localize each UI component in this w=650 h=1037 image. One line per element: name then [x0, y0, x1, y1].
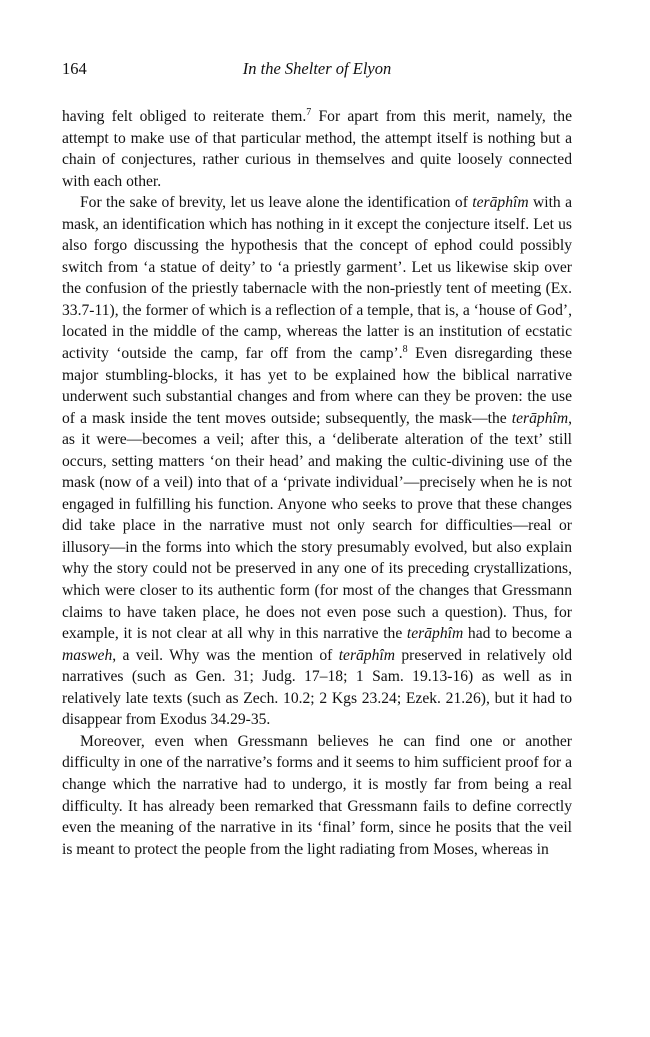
paragraph-1-text-b: For apart from this merit, namely, the attempt to make use of that particular method, the attempt itself is nothing but a chain of conjectures, rather curious in themselves and quite loosely connected with each other. [62, 108, 572, 190]
running-head [62, 58, 572, 80]
body-text [62, 106, 572, 860]
term-teraphim: terāphîm [511, 409, 569, 427]
term-teraphim: terāphîm [472, 194, 529, 212]
term-teraphim: terāphîm [338, 646, 395, 664]
running-title: In the Shelter of Elyon [242, 59, 392, 78]
term-masweh: masweh [62, 646, 113, 664]
paragraph-2-text-e: had to become a [463, 625, 572, 643]
footnote-ref-7: 7 [306, 106, 312, 118]
paragraph-1 [62, 106, 572, 192]
paragraph-2-text-c: Even disregarding these major stumbling-blocks, it has yet to be explained how the biblical narrative underwent such substantial changes and from where can they be proven: the use of a mask inside the tent moves outside; subsequently, the mask—the [62, 345, 572, 427]
paragraph-2-text-d: , as it were—becomes a veil; after this, a ‘deliberate alteration of the text’ still occurs, setting matters ‘on their head’ and making the cultic-divining use of the mask (now of a veil) into that of a ‘private individual’—precisely when he is not engaged in fulfilling his function. Anyone who seeks to prove that these changes did take place in the narrative must not only search for difficulties—real or illusory—in the forms into which the story presumably evolved, but also explain why the story could not be preserved in any one of its preceding crystallizations, which were closer to its authentic form (for most of the changes that Gressmann claims to have taken place, he does not even pose such a question). Thus, for example, it is not clear at all why in this narrative the [62, 409, 572, 643]
paragraph-3-text: Moreover, even when Gressmann believes he can find one or another difficulty in one of the narrative’s forms and it seems to him sufficient proof for a change which the narrative had to undergo, it is mostly far from being a real difficulty. It has already been remarked that Gressmann fails to define correctly even the meaning of the narrative in its ‘final’ form, since he posits that the veil is meant to protect the people from the light radiating from Moses, whereas in [62, 732, 572, 858]
page-number: 164 [62, 59, 87, 78]
term-teraphim: terāphîm [406, 625, 464, 643]
paragraph-2-text-g: preserved in relatively old narratives (such as Gen. 31; Judg. 17–18; 1 Sam. 19.13-16) as well as in relatively late texts (such as Zech. 10.2; 2 Kgs 23.24; Ezek. 21.26), but it had to disappear from Exodus 34.29-35. [62, 646, 572, 729]
paragraph-2 [62, 192, 572, 731]
paragraph-1-text-a: having felt obliged to reiterate them. [62, 108, 307, 125]
paragraph-3 [62, 731, 572, 860]
footnote-ref-8: 8 [402, 343, 408, 355]
paragraph-2-text-a: For the sake of brevity, let us leave alone the identification of [80, 194, 473, 212]
paragraph-2-text-b: with a mask, an identification which has nothing in it except the conjecture itself. Let us also forgo discussing the hypothesis that the concept of ephod could possibly switch from ‘a statue of deity’ to ‘a priestly garment’. Let us likewise skip over the confusion of the priestly tabernacle with the non-priestly tent of meeting (Ex. 33.7-11), the former of which is a reflection of a temple, that is, a ‘house of God’, located in the middle of the camp, whereas the latter is an institution of ecstatic activity ‘outside the camp, far off from the camp’. [62, 194, 572, 363]
paragraph-2-text-f: , a veil. Why was the mention of [112, 646, 339, 664]
